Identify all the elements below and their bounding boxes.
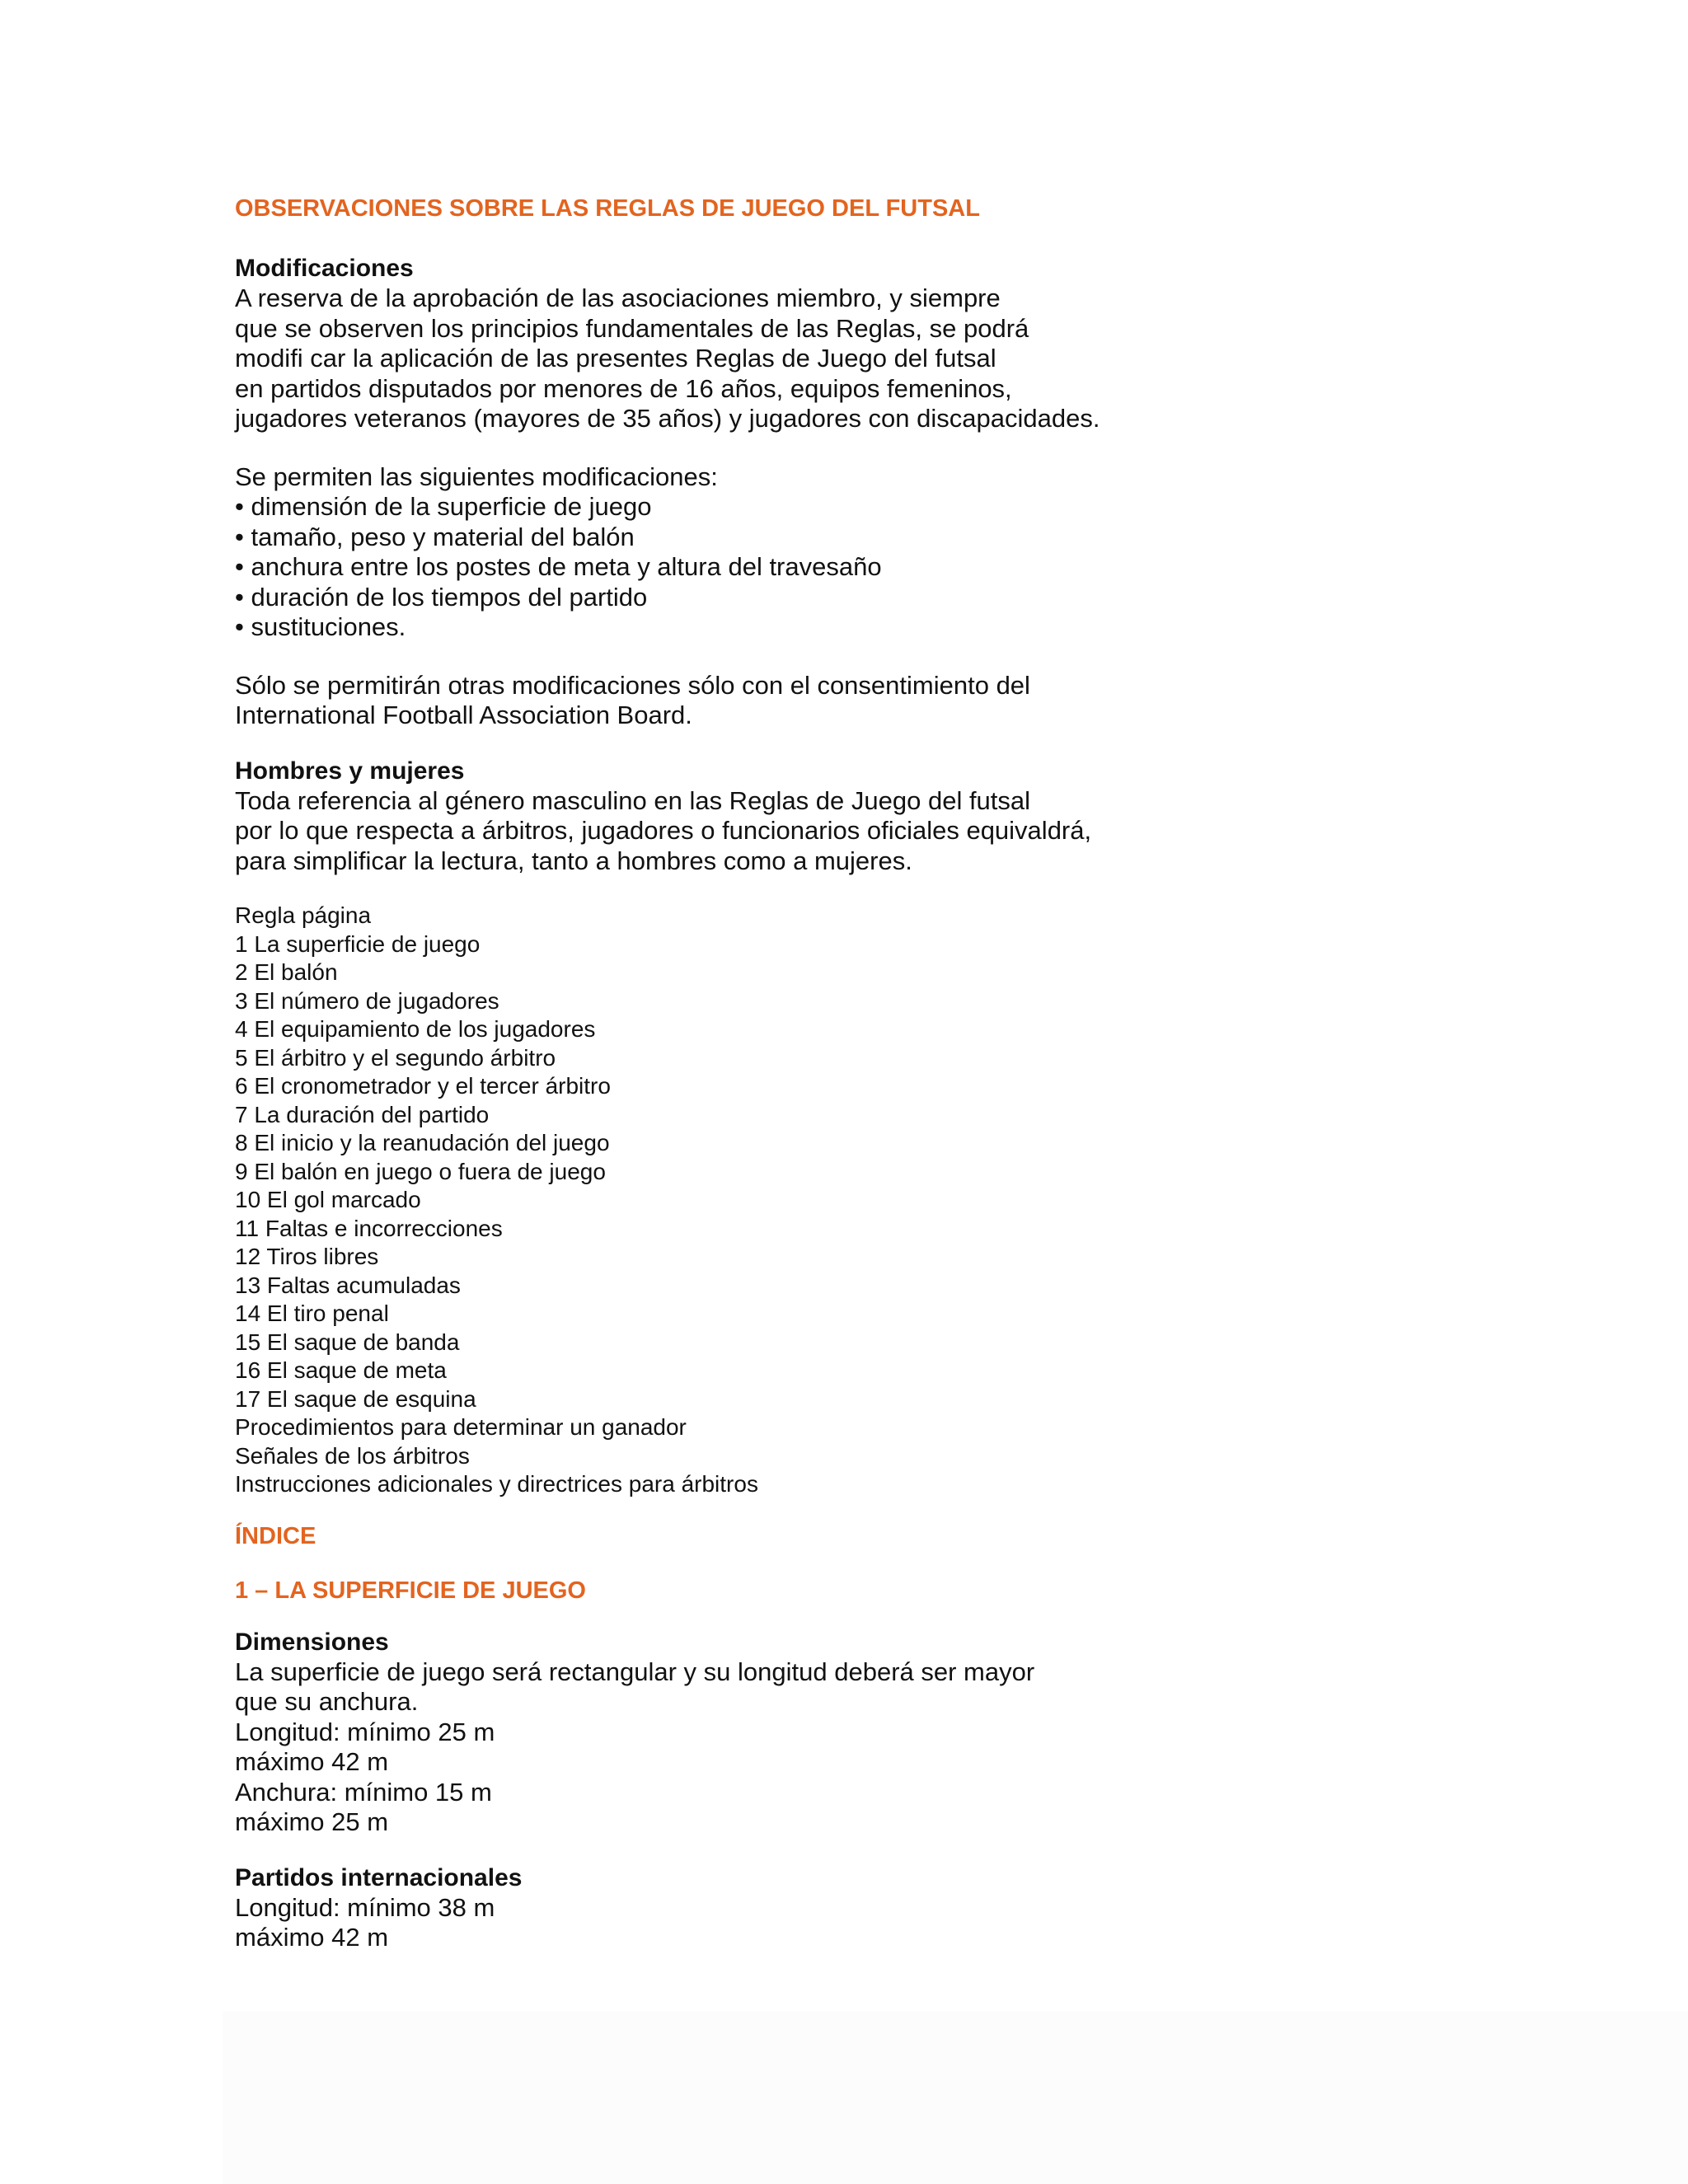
toc-entry: 3 El número de jugadores [235,987,499,1014]
text-line: International Football Association Board. [235,701,692,729]
text-line: La superficie de juego será rectangular y su longitud deberá ser mayor [235,1657,1035,1686]
text-line: máximo 42 m [235,1747,389,1776]
text-line: Anchura: mínimo 15 m [235,1777,492,1807]
modificaciones-closing [235,671,1636,731]
spacer [235,1838,1636,1863]
text-line: Longitud: mínimo 38 m [235,1892,495,1922]
spacer [235,226,1636,254]
spacer [235,731,1636,757]
regla-1-heading: 1 – LA SUPERFICIE DE JUEGO [235,1577,586,1604]
text-line: que se observen los principios fundamentales de las Reglas, se podrá [235,313,1029,343]
document-title: OBSERVACIONES SOBRE LAS REGLAS DE JUEGO DEL FUTSAL [235,195,980,222]
modificaciones-list [235,462,1636,643]
text-line: máximo 25 m [235,1807,389,1836]
toc-entry: 15 El saque de banda [235,1329,460,1355]
text-line: por lo que respecta a árbitros, jugadores o funcionarios oficiales equivaldrá, [235,816,1092,845]
indice-heading: ÍNDICE [235,1522,316,1549]
toc-entry: 8 El inicio y la reanudación del juego [235,1130,610,1155]
list-item: • anchura entre los postes de meta y altura del travesaño [235,552,882,581]
toc-entry: 9 El balón en juego o fuera de juego [235,1158,606,1184]
toc-entry: 7 La duración del partido [235,1101,490,1127]
toc-header: Regla página [235,902,372,928]
section-heading-modificaciones: Modificaciones [235,255,414,282]
list-intro: Se permiten las siguientes modificaciones: [235,462,718,491]
toc-entry: 11 Faltas e incorrecciones [235,1215,503,1241]
text-line: A reserva de la aprobación de las asociaciones miembro, y siempre [235,284,1001,312]
text-line: máximo 42 m [235,1923,389,1952]
toc-entry: 4 El equipamiento de los jugadores [235,1016,596,1042]
spacer [235,1608,1636,1628]
toc-entry: 13 Faltas acumuladas [235,1272,461,1298]
spacer [235,643,1636,671]
hombres-mujeres-paragraph [235,786,1636,877]
section-heading-hombres-mujeres: Hombres y mujeres [235,757,465,785]
text-line: que su anchura. [235,1687,419,1716]
section-heading-partidos-internacionales: Partidos internacionales [235,1863,523,1891]
modificaciones-paragraph [235,284,1636,434]
text-line: Sólo se permitirán otras modificaciones sólo con el consentimiento del [235,670,1030,700]
toc-entry: Señales de los árbitros [235,1442,470,1469]
list-item: • tamaño, peso y material del balón [235,522,635,551]
toc-entry: 1 La superficie de juego [235,930,481,957]
toc-entry: 6 El cronometrador y el tercer árbitro [235,1073,611,1099]
table-of-contents [235,902,1636,1499]
page-bottom-shade [223,2011,1688,2184]
section-heading-dimensiones: Dimensiones [235,1628,389,1656]
toc-entry: 16 El saque de meta [235,1357,447,1383]
toc-entry: Instrucciones adicionales y directrices para árbitros [235,1471,758,1497]
toc-entry: 14 El tiro penal [235,1301,389,1326]
list-item: • dimensión de la superficie de juego [235,492,652,521]
text-line: Longitud: mínimo 25 m [235,1717,495,1746]
dimensiones-paragraph [235,1657,1636,1838]
text-line: para simplificar la lectura, tanto a hombres como a mujeres. [235,846,912,875]
toc-entry: 10 El gol marcado [235,1187,421,1212]
toc-entry: 5 El árbitro y el segundo árbitro [235,1044,556,1071]
spacer [235,876,1636,902]
toc-entry: 12 Tiros libres [235,1244,379,1269]
text-line: en partidos disputados por menores de 16 años, equipos femeninos, [235,373,1012,403]
text-line: Toda referencia al género masculino en las Reglas de Juego del futsal [235,785,1031,815]
text-line: modifi car la aplicación de las presentes Reglas de Juego del futsal [235,344,996,373]
document-page [235,191,1636,1953]
spacer [235,1554,1636,1573]
toc-entry: 2 El balón [235,959,338,985]
spacer [235,434,1636,462]
internacionales-paragraph [235,1893,1636,1953]
toc-entry: 17 El saque de esquina [235,1385,476,1412]
toc-entry: Procedimientos para determinar un ganador [235,1414,687,1440]
list-item: • sustituciones. [235,612,406,641]
list-item: • duración de los tiempos del partido [235,582,648,612]
spacer [235,1499,1636,1519]
text-line: jugadores veteranos (mayores de 35 años) y jugadores con discapacidades. [235,404,1100,433]
